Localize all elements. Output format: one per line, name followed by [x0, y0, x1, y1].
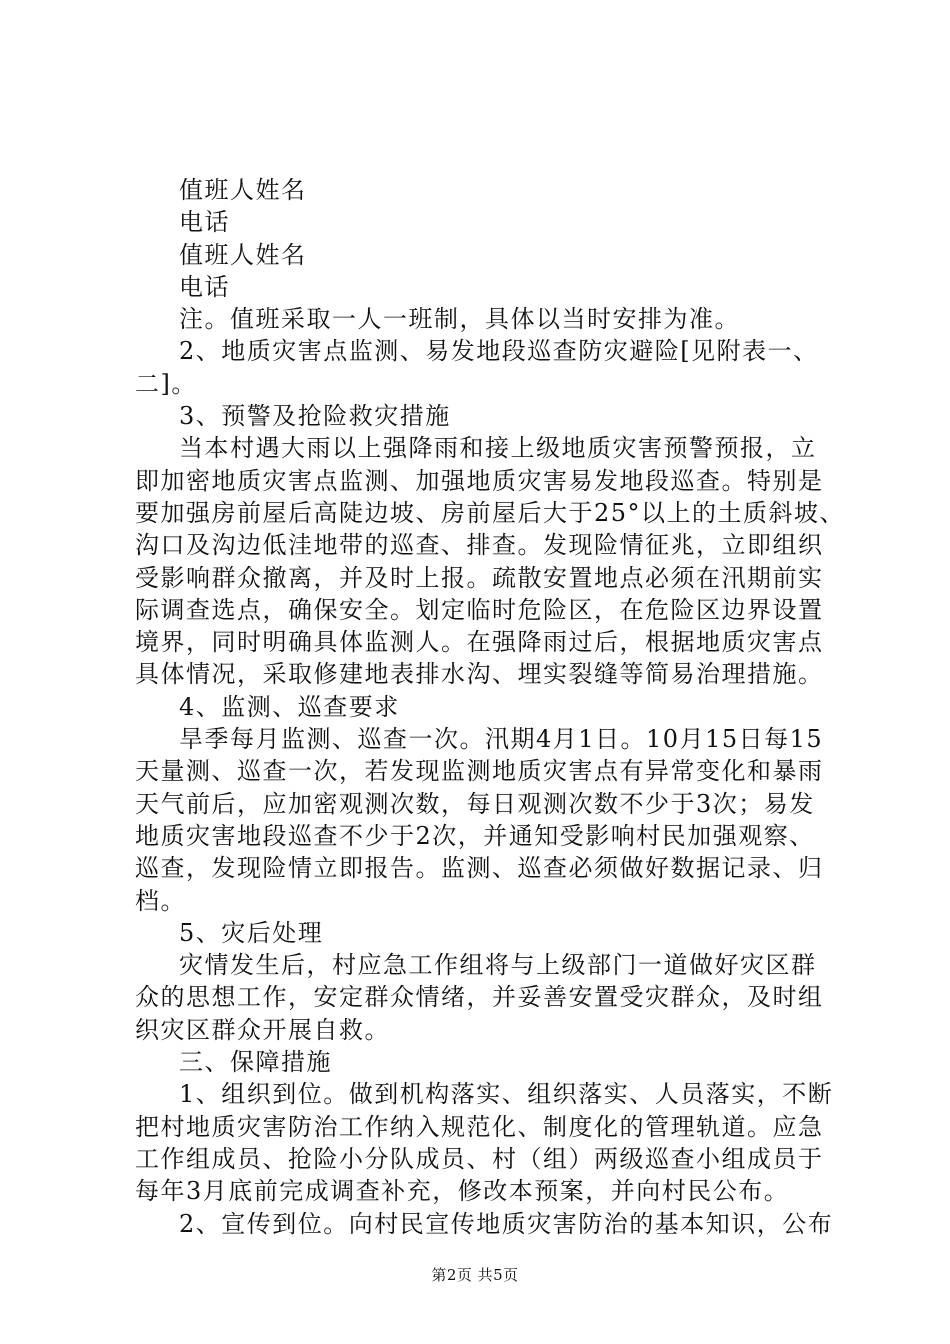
text-line: 要加强房前屋后高陡边坡、房前屋后大于25°以上的土质斜坡、: [135, 498, 846, 527]
text-line: 灾情发生后，村应急工作组将与上级部门一道做好灾区群: [179, 951, 817, 980]
text-line: 天气前后，应加密观测次数，每日观测次数不少于3次；易发: [135, 789, 815, 818]
text-line: 沟口及沟边低洼地带的巡查、排查。发现险情征兆，立即组织: [135, 531, 824, 560]
text-line: 工作组成员、抢险小分队成员、村（组）两级巡查小组成员于: [135, 1144, 824, 1173]
text-line: 织灾区群众开展自救。: [135, 1015, 390, 1044]
text-line: 具体情况，采取修建地表排水沟、埋实裂缝等简易治理措施。: [135, 660, 824, 689]
text-line: 2、地质灾害点监测、易发地段巡查防灾避险[见附表一、: [179, 337, 819, 366]
text-line: 每年3月底前完成调查补充，修改本预案，并向村民公布。: [135, 1177, 790, 1206]
text-line: 众的思想工作，安定群众情绪，并妥善安置受灾群众，及时组: [135, 983, 824, 1012]
text-line: 地质灾害地段巡查不少于2次，并通知受影响村民加强观察、: [135, 821, 815, 850]
section-heading: 3、预警及抢险救灾措施: [179, 402, 451, 431]
section-heading: 5、灾后处理: [179, 918, 324, 947]
text-line: 即加密地质灾害点监测、加强地质灾害易发地段巡查。特别是: [135, 466, 824, 495]
section-heading: 4、监测、巡查要求: [179, 692, 400, 721]
text-line: 际调查选点，确保安全。划定临时危险区，在危险区边界设置: [135, 595, 824, 624]
section-heading: 三、保障措施: [179, 1048, 332, 1077]
text-line: 巡查，发现险情立即报告。监测、巡查必须做好数据记录、归: [135, 854, 824, 883]
text-line: 二]。: [135, 369, 197, 398]
text-line: 旱季每月监测、巡查一次。汛期4月1日。10月15日每15: [179, 725, 824, 754]
text-line: 当本村遇大雨以上强降雨和接上级地质灾害预警预报，立: [179, 434, 817, 463]
text-line: 1、组织到位。做到机构落实、组织落实、人员落实，不断: [179, 1080, 834, 1109]
text-line: 注。值班采取一人一班制，具体以当时安排为准。: [179, 305, 740, 334]
text-line: 值班人姓名: [179, 176, 307, 204]
text-line: 档。: [135, 886, 186, 915]
document-body: [135, 174, 846, 1240]
text-line: 电话: [179, 272, 230, 301]
text-line: 境界，同时明确具体监测人。在强降雨过后，根据地质灾害点: [135, 628, 824, 657]
text-line: 受影响群众撤离，并及时上报。疏散安置地点必须在汛期前实: [135, 563, 824, 592]
text-line: 天量测、巡查一次，若发现监测地质灾害点有异常变化和暴雨: [135, 757, 824, 786]
page-indicator: 第2页 共5页: [431, 1266, 519, 1284]
text-line: 值班人姓名: [179, 240, 307, 269]
text-line: 电话: [179, 208, 230, 237]
page-footer: [0, 1265, 950, 1285]
text-line: 2、宣传到位。向村民宣传地质灾害防治的基本知识，公布: [179, 1209, 834, 1238]
text-line: 把村地质灾害防治工作纳入规范化、制度化的管理轨道。应急: [135, 1112, 824, 1141]
